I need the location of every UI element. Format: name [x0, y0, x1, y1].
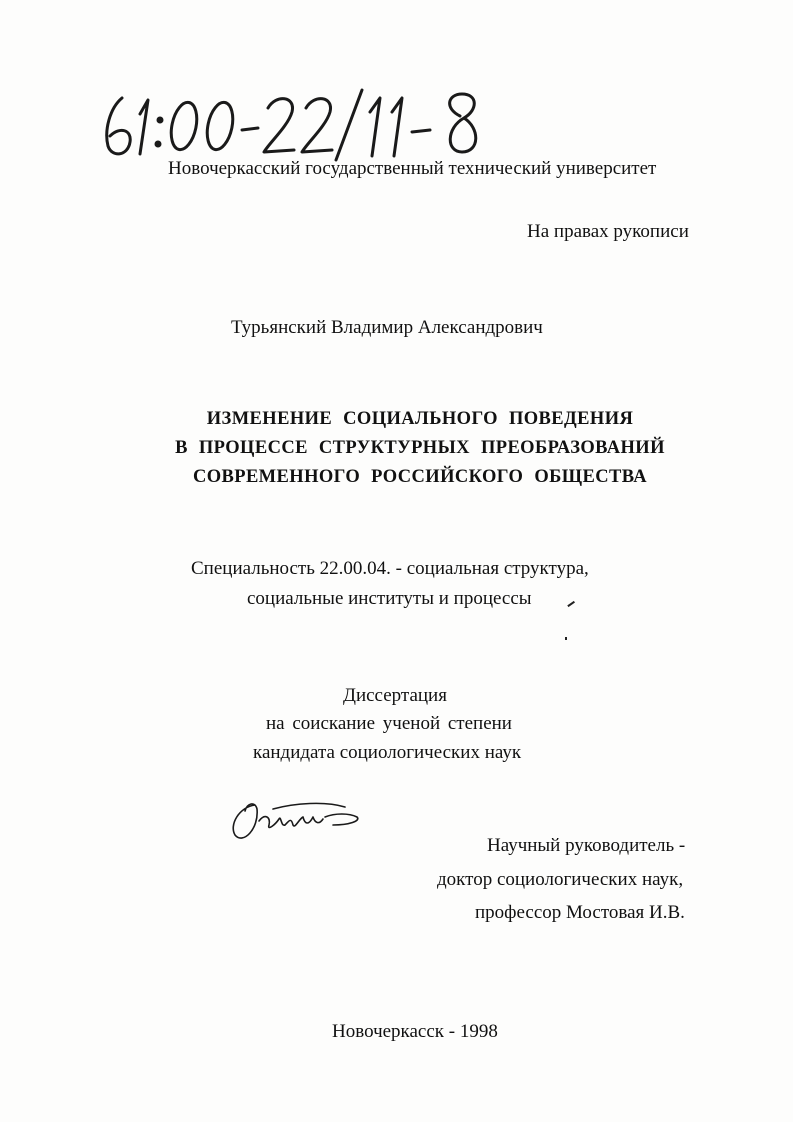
signature	[225, 795, 375, 845]
supervisor-line-2: доктор социологических наук,	[437, 869, 684, 890]
supervisor-line-1: Научный руководитель -	[487, 835, 686, 856]
handwritten-archive-code	[100, 86, 520, 166]
dissertation-line-1: Диссертация	[343, 685, 447, 706]
supervisor-line-3: профессор Мостовая И.В.	[475, 902, 685, 923]
title-line-2: В ПРОЦЕССЕ СТРУКТУРНЫХ ПРЕОБРАЗОВАНИЙ	[175, 438, 665, 458]
dissertation-title	[170, 405, 670, 492]
author-name: Турьянский Владимир Александрович	[231, 317, 543, 338]
title-line-1: ИЗМЕНЕНИЕ СОЦИАЛЬНОГО ПОВЕДЕНИЯ	[206, 409, 634, 429]
stray-mark	[565, 637, 567, 640]
title-line-3: СОВРЕМЕННОГО РОССИЙСКОГО ОБЩЕСТВА	[192, 467, 648, 487]
specialty-line-2: социальные институты и процессы	[247, 588, 532, 609]
dissertation-line-2: на соискание ученой степени	[266, 713, 512, 734]
city-and-year: Новочеркасск - 1998	[332, 1021, 498, 1042]
specialty-line-1: Специальность 22.00.04. - социальная структура,	[191, 558, 589, 579]
dissertation-line-3: кандидата социологических наук	[253, 742, 522, 763]
university-name: Новочеркасский государственный технический университет	[168, 158, 657, 179]
stray-mark	[567, 601, 574, 607]
manuscript-rights-note: На правах рукописи	[527, 221, 689, 242]
